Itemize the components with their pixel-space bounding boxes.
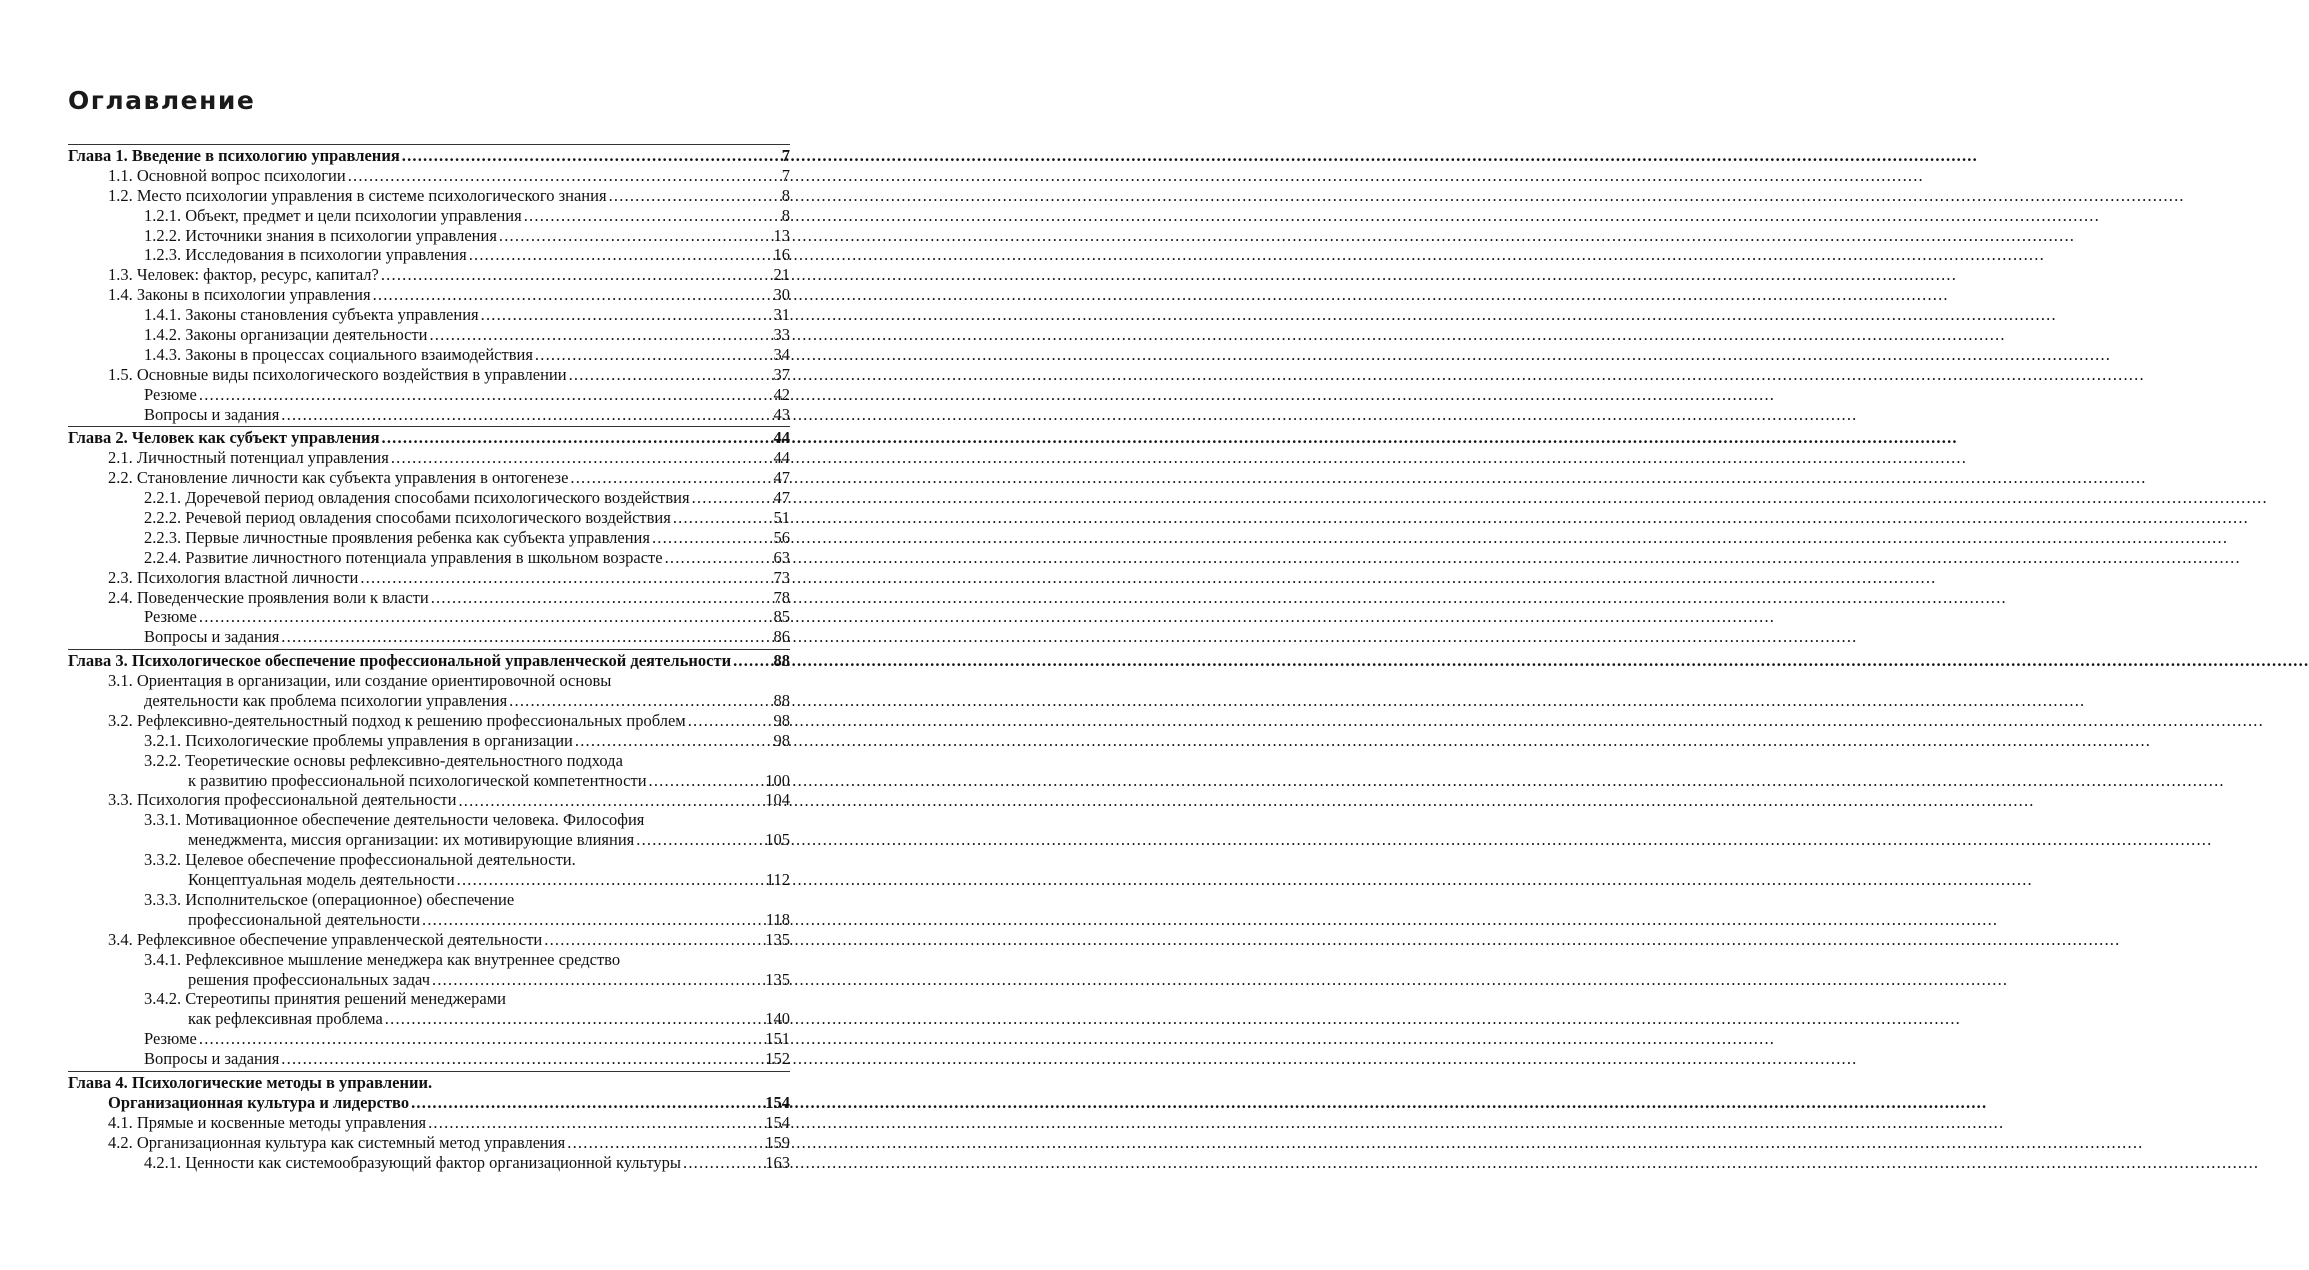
toc-entry-title: 1.4. Законы в психологии управления (108, 285, 371, 305)
toc-entry-title: 2.2.4. Развитие личностного потенциала управления в школьном возрасте (144, 547, 663, 567)
toc-entry (68, 508, 790, 528)
toc-entry-title: Вопросы и задания (144, 1049, 280, 1069)
toc-entry-page: 7 (781, 165, 790, 185)
dot-leader (457, 870, 764, 890)
toc-entry-title: 3.1. Ориентация в организации, или создание ориентировочной основы (108, 671, 612, 691)
toc-entry (68, 548, 790, 568)
toc-entry-title: Резюме (144, 384, 197, 404)
toc-entry-title: 1.4.3. Законы в процессах социального взаимодействия (144, 344, 533, 364)
dot-leader (431, 588, 772, 608)
toc-entry (68, 607, 790, 627)
dot-leader (499, 226, 772, 246)
toc-entry-title: решения профессиональных задач (188, 969, 431, 989)
toc-entry (68, 950, 790, 970)
toc-entry-title: 3.4. Рефлексивное обеспечение управленческой деятельности (108, 929, 543, 949)
page (0, 0, 857, 1270)
toc-entry (68, 144, 790, 166)
toc-entry-title: 3.2. Рефлексивно-деятельностный подход к решению профессиональных проблем (108, 710, 686, 730)
toc-entry (68, 468, 790, 488)
toc-entry (68, 166, 790, 186)
toc-entry (68, 1049, 790, 1069)
toc-entry (68, 345, 790, 365)
dot-leader (428, 1113, 763, 1133)
dot-leader (382, 428, 772, 448)
dot-leader (649, 771, 764, 791)
toc-entry-title: 2.2. Становление личности как субъекта управления в онтогенезе (108, 468, 569, 488)
dot-leader (544, 930, 763, 950)
toc-entry-page: 163 (765, 1152, 790, 1172)
toc-entry-page: 42 (773, 384, 790, 404)
toc-entry-title: 1.1. Основной вопрос психологии (108, 165, 346, 185)
toc-entry-title: Резюме (144, 1029, 197, 1049)
table-of-contents (68, 142, 790, 1172)
toc-entry-title: 3.3. Психология профессиональной деятельности (108, 790, 457, 810)
page-title: Оглавление (68, 86, 256, 115)
toc-entry-title: Вопросы и задания (144, 627, 280, 647)
toc-entry-page: 118 (765, 909, 790, 929)
toc-entry (68, 850, 790, 870)
toc-entry-title: 3.3.3. Исполнительское (операционное) обеспечение (144, 889, 515, 909)
toc-entry-title: 1.2.3. Исследования в психологии управления (144, 245, 467, 265)
toc-entry-title: 3.3.1. Мотивационное обеспечение деятельности человека. Философия (144, 810, 645, 830)
toc-entry (68, 365, 790, 385)
toc-entry (68, 1153, 790, 1173)
toc-entry-title: 1.2.2. Источники знания в психологии управления (144, 225, 497, 245)
toc-entry (68, 305, 790, 325)
toc-entry-page: 112 (765, 870, 790, 890)
toc-entry-title: Организационная культура и лидерство (108, 1092, 410, 1112)
toc-entry-page: 154 (765, 1092, 790, 1112)
dot-leader (348, 166, 780, 186)
toc-entry-title: 3.4.1. Рефлексивное мышление менеджера как внутреннее средство (144, 949, 621, 969)
toc-entry (68, 588, 790, 608)
toc-entry (68, 1133, 790, 1153)
dot-leader (411, 1093, 763, 1113)
dot-leader (481, 305, 772, 325)
toc-entry-title: менеджмента, миссия организации: их мотивирующие влияния (188, 830, 635, 850)
toc-entry-title: 3.3.2. Целевое обеспечение профессиональной деятельности. (144, 850, 576, 870)
dot-leader (673, 508, 772, 528)
dot-leader (391, 448, 772, 468)
toc-entry-page: 135 (765, 929, 790, 949)
toc-entry (68, 568, 790, 588)
toc-entry-page: 98 (773, 710, 790, 730)
toc-entry (68, 910, 790, 930)
toc-entry-page: 159 (765, 1132, 790, 1152)
toc-entry-title: 2.3. Психология властной личности (108, 567, 359, 587)
toc-entry-page: 34 (773, 344, 790, 364)
toc-entry-page: 33 (773, 325, 790, 344)
toc-entry-page: 135 (765, 969, 790, 989)
toc-entry (68, 1113, 790, 1133)
dot-leader (199, 1029, 763, 1049)
dot-leader (636, 830, 763, 850)
toc-entry-page: 88 (773, 691, 790, 711)
toc-entry-page: 154 (765, 1112, 790, 1132)
dot-leader (535, 345, 772, 365)
toc-entry (68, 691, 790, 711)
toc-entry (68, 791, 790, 811)
toc-entry-title: профессиональной деятельности (188, 909, 421, 929)
dot-leader (692, 488, 772, 508)
dot-leader (381, 265, 772, 285)
toc-entry-page: 86 (773, 627, 790, 647)
toc-entry-title: 2.2.2. Речевой период овладения способами психологического воздействия (144, 508, 671, 528)
toc-entry-page: 47 (773, 488, 790, 508)
toc-entry (68, 751, 790, 771)
toc-entry-title: 2.2.3. Первые личностные проявления ребенка как субъекта управления (144, 527, 650, 547)
dot-leader (373, 285, 772, 305)
dot-leader (683, 1153, 763, 1173)
toc-entry-page: 151 (765, 1029, 790, 1049)
toc-entry (68, 830, 790, 850)
toc-entry (68, 1009, 790, 1029)
toc-entry-title: 1.3. Человек: фактор, ресурс, капитал? (108, 265, 379, 285)
toc-entry (68, 1029, 790, 1049)
toc-entry-page: 88 (773, 651, 790, 671)
toc-entry-page: 7 (781, 145, 790, 165)
toc-entry-title: деятельности как проблема психологии управления (144, 691, 508, 711)
toc-entry-title: Глава 2. Человек как субъект управления (68, 428, 380, 448)
toc-entry-page: 51 (773, 508, 790, 528)
toc-entry (68, 426, 790, 448)
toc-entry-title: Глава 3. Психологическое обеспечение профессиональной управленческой деятельности (68, 651, 732, 671)
toc-entry-title: 2.4. Поведенческие проявления воли к власти (108, 587, 429, 607)
toc-entry-title: 1.4.1. Законы становления субъекта управления (144, 305, 479, 325)
toc-entry-page: 30 (773, 285, 790, 305)
dot-leader (575, 731, 772, 751)
toc-entry-title: к развитию профессиональной психологической компетентности (188, 770, 647, 790)
toc-entry-title: Глава 1. Введение в психологию управления (68, 145, 400, 165)
toc-entry-title: 3.2.2. Теоретические основы рефлексивно-деятельностного подхода (144, 750, 623, 770)
dot-leader (281, 627, 771, 647)
dot-leader (422, 910, 764, 930)
toc-entry (68, 265, 790, 285)
toc-entry-title: Глава 4. Психологические методы в управлении. (68, 1072, 433, 1092)
dot-leader (609, 186, 780, 206)
toc-entry (68, 810, 790, 830)
toc-entry-page: 21 (773, 265, 790, 285)
toc-entry (68, 325, 790, 345)
toc-entry (68, 870, 790, 890)
toc-entry-title: 4.2.1. Ценности как системообразующий фактор организационной культуры (144, 1152, 682, 1172)
dot-leader (567, 1133, 763, 1153)
toc-entry (68, 989, 790, 1009)
toc-entry-title: 3.2.1. Психологические проблемы управления в организации (144, 730, 573, 750)
toc-entry-title: 1.2.1. Объект, предмет и цели психологии управления (144, 205, 522, 225)
dot-leader (199, 607, 772, 627)
dot-leader (665, 548, 772, 568)
dot-leader (281, 1049, 763, 1069)
dot-leader (524, 206, 780, 226)
toc-entry (68, 930, 790, 950)
toc-entry-page: 56 (773, 527, 790, 547)
toc-entry (68, 245, 790, 265)
toc-entry-page: 100 (765, 770, 790, 790)
toc-entry-title: 4.2. Организационная культура как системный метод управления (108, 1132, 566, 1152)
toc-entry (68, 649, 790, 671)
toc-entry-page: 98 (773, 730, 790, 750)
toc-entry-title: 2.1. Личностный потенциал управления (108, 448, 389, 468)
toc-entry (68, 405, 790, 425)
toc-entry-title: Вопросы и задания (144, 404, 280, 424)
dot-leader (281, 405, 771, 425)
toc-entry (68, 528, 790, 548)
dot-leader (385, 1009, 763, 1029)
toc-entry-page: 31 (773, 305, 790, 325)
toc-entry-page: 104 (765, 790, 790, 810)
toc-entry-title: Резюме (144, 607, 197, 627)
dot-leader (458, 791, 763, 811)
toc-entry (68, 1093, 790, 1113)
toc-entry-page: 73 (773, 567, 790, 587)
toc-entry-page: 16 (773, 245, 790, 265)
toc-entry-title: 1.2. Место психологии управления в системе психологического знания (108, 185, 607, 205)
dot-leader (509, 691, 771, 711)
toc-entry-page: 78 (773, 587, 790, 607)
toc-entry-page: 85 (773, 607, 790, 627)
dot-leader (733, 651, 771, 671)
dot-leader (402, 146, 780, 166)
toc-entry-page: 47 (773, 468, 790, 488)
toc-entry (68, 970, 790, 990)
toc-entry (68, 671, 790, 691)
toc-entry (68, 890, 790, 910)
dot-leader (569, 365, 772, 385)
toc-entry-title: 2.2.1. Доречевой период овладения способами психологического воздействия (144, 488, 690, 508)
dot-leader (429, 325, 771, 345)
toc-entry-page: 105 (765, 830, 790, 850)
toc-entry-page: 37 (773, 364, 790, 384)
toc-entry (68, 186, 790, 206)
dot-leader (432, 970, 763, 990)
toc-entry (68, 448, 790, 468)
toc-entry-page: 44 (773, 448, 790, 468)
dot-leader (199, 385, 772, 405)
toc-entry (68, 711, 790, 731)
toc-entry-page: 8 (781, 205, 790, 225)
toc-entry-title: 4.1. Прямые и косвенные методы управления (108, 1112, 427, 1132)
dot-leader (652, 528, 772, 548)
dot-leader (688, 711, 772, 731)
toc-entry (68, 385, 790, 405)
toc-entry (68, 206, 790, 226)
toc-entry (68, 731, 790, 751)
dot-leader (360, 568, 771, 588)
toc-entry-title: как рефлексивная проблема (188, 1009, 383, 1029)
toc-entry-title: 3.4.2. Стереотипы принятия решений менеджерами (144, 989, 507, 1009)
toc-entry-page: 8 (781, 185, 790, 205)
toc-entry-title: 1.4.2. Законы организации деятельности (144, 325, 428, 344)
toc-entry (68, 285, 790, 305)
toc-entry-page: 43 (773, 404, 790, 424)
toc-entry (68, 488, 790, 508)
toc-entry-page: 63 (773, 547, 790, 567)
dot-leader (570, 468, 771, 488)
toc-entry-page: 13 (773, 225, 790, 245)
toc-entry-title: Концептуальная модель деятельности (188, 870, 455, 890)
toc-entry-page: 152 (765, 1049, 790, 1069)
toc-entry (68, 771, 790, 791)
toc-entry (68, 627, 790, 647)
dot-leader (469, 245, 772, 265)
toc-entry-page: 44 (773, 428, 790, 448)
toc-entry-title: 1.5. Основные виды психологического воздействия в управлении (108, 364, 567, 384)
toc-entry (68, 226, 790, 246)
toc-entry (68, 1071, 790, 1093)
toc-entry-page: 140 (765, 1009, 790, 1029)
